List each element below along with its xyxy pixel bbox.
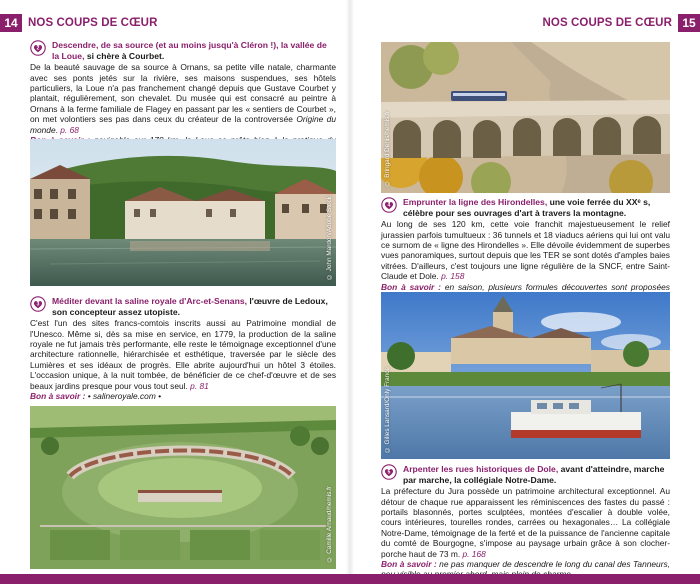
entry-title (381, 464, 670, 485)
section-heading-left: NOS COUPS DE CŒUR (28, 17, 158, 29)
number-heart-badge-icon (30, 296, 46, 312)
page-reference: p. 81 (190, 380, 209, 391)
tip-line: Bon à savoir : en saison, plusieurs formules découvertes sont proposées (381, 281, 670, 292)
svg-text:5: 5 (387, 469, 391, 476)
photo-viaduct-hirondelles (381, 42, 670, 193)
tip-line: Bon à savoir : ne pas manquer de descendre le long du canal des Tanneurs, (381, 559, 670, 570)
photo-credit: © John Mardon/Adobe Stock (326, 195, 333, 280)
saline-illustration (30, 406, 336, 569)
number-heart-badge-icon (30, 40, 46, 56)
photo-saline-aerial (30, 406, 336, 569)
page-reference: p. 158 (441, 271, 465, 282)
page-footer-bar (350, 574, 700, 584)
svg-text:4: 4 (387, 202, 391, 209)
page-number-left: 14 (0, 14, 22, 32)
section-heading-right: NOS COUPS DE CŒUR (542, 17, 672, 29)
photo-credit: © Camille Arnaud/hemis.fr (326, 486, 333, 563)
entry-dole-streets (381, 464, 670, 580)
photo-dole-canal (381, 292, 670, 459)
number-heart-badge-icon (381, 197, 397, 213)
number-heart-badge-icon (381, 464, 397, 480)
photo-credit: © Bringard Denis/hemis.fr (384, 111, 391, 187)
entry-title (381, 197, 670, 218)
entry-body: Au long de ses 120 km, cette voie franchit majestueusement le relief jurassien parfois tumultueux : 36 tunnels et 18 viaducs aériens qui lui ont valu ce surnom de « ligne des Hirondelles ». Elle dévoile évidemment de superbes vues panoramiques, surtout depuis que les TER se sont dotés d'amples baies vitrées. D'ailleurs, c'est toujours une ligne régulière de la SNCF, entre Saint-Claude et Dole. p. 158 Bon à savoir : en saison, plusieurs formules découvertes sont proposées (381, 219, 670, 302)
right-page (350, 0, 700, 584)
photo-credit: © Gilles Lansard/Only France (384, 366, 391, 453)
page-number-right: 15 (678, 14, 700, 32)
svg-text:2: 2 (36, 45, 40, 52)
entry-body: C'est l'un des sites francs-comtois inscrits aussi au Patrimoine mondial de l'Unesco. Même si, dès sa mise en service, en 1779, la production de la saline royale ne fut jamais très performante, elle reste le témoignage exceptionnel d'une architecture rationnelle, hiérarchisée et esthétique, traversée par le siècle des Lumières et ses idéaux de progrès. Elle abrite aujourd'hui un hôtel 3 étoiles. L'occasion unique, à la nuit tombée, de bénéficier de ce chef-d'œuvre et de ses beaux jardins presque pour vous tout seul. p. 81 Bon à savoir : • salineroyale.com • (30, 318, 336, 402)
entry-saline-royale (30, 296, 336, 401)
entry-title-highlight: Descendre, de sa source (et au moins jusqu'à Cléron !), la vallée de la Loue, (52, 40, 327, 61)
entry-title-rest: avant d'atteindre, marche par marche, la collégiale Notre-Dame. (403, 464, 665, 485)
entry-title-rest: l'œuvre de Ledoux, son concepteur assez utopiste. (52, 296, 328, 317)
photo-ornans-village (30, 139, 336, 286)
entry-title-highlight: Arpenter les rues historiques de Dole, (403, 464, 559, 474)
entry-title-highlight: Méditer devant la saline royale d'Arc-et-Senans, (52, 296, 247, 306)
website-link: • salineroyale.com • (85, 391, 162, 402)
entry-title (30, 296, 336, 317)
entry-title (30, 40, 336, 61)
entry-body: De la beauté sauvage de sa source à Ornans, sa petite ville natale, charmante avec ses ponts jetés sur la rivière, ses maisons suspendues, ses hôtels particuliers, la Loue n'a pas franchement changé depuis que Gustave Courbet y plantait, régulièrement, son chevalet. Du musée qui est consacré au peintre à Ornans à la ferme familiale de Flagey en passant par les « sentiers de Courbet », on met volontiers ses pas dans ceux du créateur de la controversée Origine du monde. p. 68 (30, 62, 336, 156)
dole-illustration (381, 292, 670, 459)
entry-title-rest: une voie ferrée du XXᵉ s, célèbre pour ses ouvrages d'art à travers la montagne. (403, 197, 651, 218)
viaduct-illustration (381, 42, 670, 193)
tip-line: Bon à savoir : • salineroyale.com • (30, 391, 162, 402)
entry-title-highlight: Emprunter la ligne des Hirondelles, (403, 197, 548, 207)
page-footer-bar (0, 574, 350, 584)
ornans-illustration (30, 139, 336, 286)
entry-body: La préfecture du Jura possède un patrimoine architectural exceptionnel. Au détour de chaque rue apparaissent les réminiscences des fastes du passé : portails blasonnés, portes sculptées, montées d'escalier à double volée, cours intérieures, tourelles rondes, carrées ou hexagonales… La collégiale Notre-Dame, témoignage de la ferté et de la puissance de l'ancienne capitale du comté de Bourgogne, s'impose au paysage urbain grâce à son clocher-porche haut de 73 m. p. 168 Bon à savoir : ne pas manquer de descendre le long du canal des Tanneurs, (381, 486, 670, 580)
entry-ligne-hirondelles (381, 197, 670, 302)
svg-text:3: 3 (36, 301, 40, 308)
page-reference: p. 68 (60, 124, 79, 135)
entry-title-rest: si chère à Courbet. (84, 50, 165, 61)
page-reference: p. 168 (462, 548, 486, 559)
